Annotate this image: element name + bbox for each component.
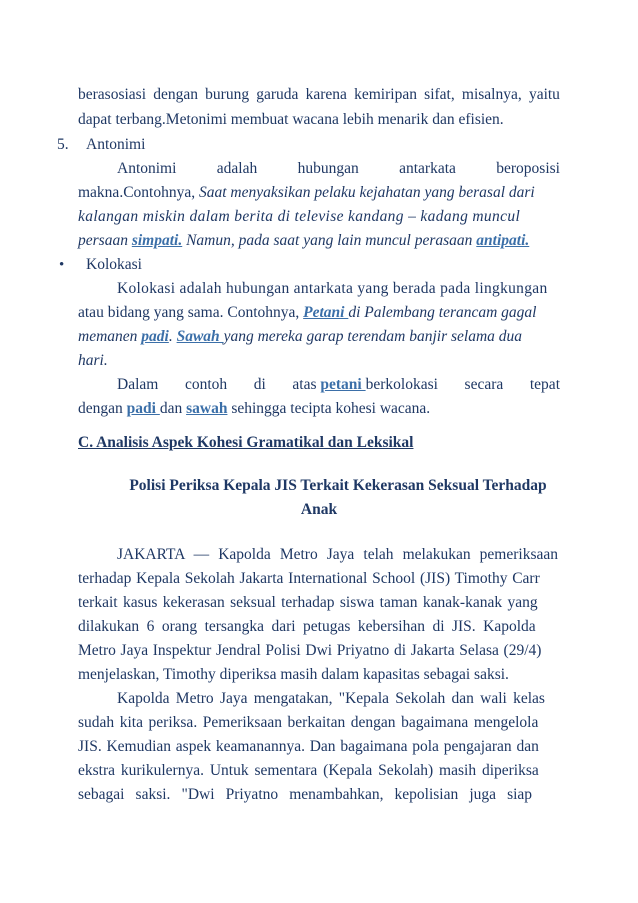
- body-text-line: [78, 399, 560, 419]
- body-text-line: Kolokasi adalah hubungan antarkata yang berada pada lingkungan: [117, 280, 548, 297]
- body-text-line: [78, 303, 560, 323]
- body-text-line: [78, 110, 560, 130]
- highlight-petani: Petani: [303, 304, 349, 321]
- text: sehingga tecipta kohesi wacana.: [227, 400, 431, 417]
- word: adalah: [216, 160, 258, 177]
- body-text-line: terhadap Kepala Sekolah Jakarta International School (JIS) Timothy Carr: [78, 570, 540, 587]
- word: garuda: [256, 86, 299, 103]
- word: dengan: [153, 86, 198, 103]
- highlight-padi: padi: [126, 400, 160, 417]
- word: Dalam: [117, 376, 159, 393]
- body-text-line: [78, 231, 560, 251]
- list-number: 5.: [57, 136, 69, 153]
- body-text-line: dilakukan 6 orang tersangka dari petugas kebersihan di JIS. Kapolda: [78, 618, 536, 635]
- body-text-line: [78, 327, 560, 347]
- text: atau bidang yang sama. Contohnya,: [78, 304, 304, 321]
- subheading-kolokasi: Kolokasi: [86, 256, 142, 273]
- title-line: Polisi Periksa Kepala JIS Terkait Kekerasan Seksual Terhadap: [129, 477, 547, 494]
- highlight-simpati: simpati.: [131, 232, 183, 249]
- word: secara: [464, 376, 504, 393]
- bullet-icon: •: [59, 257, 65, 273]
- word: yaitu: [528, 86, 560, 103]
- body-text-line: sudah kita periksa. Pemeriksaan berkaitan dengan bagaimana mengelola: [78, 714, 539, 731]
- title-line: Anak: [300, 501, 338, 518]
- body-text-line: ekstra kurikulernya. Untuk sementara (Kepala Sekolah) masih diperiksa: [78, 762, 539, 779]
- subheading-antonimi: Antonimi: [86, 136, 146, 153]
- word: beroposisi: [496, 160, 560, 177]
- word: Antonimi: [117, 160, 177, 177]
- word: berkolokasi: [365, 376, 438, 393]
- word: sifat,: [424, 86, 455, 103]
- body-text-line: Metro Jaya Inspektur Jendral Polisi Dwi Priyatno di Jakarta Selasa (29/4): [78, 642, 542, 659]
- text: dengan: [78, 400, 127, 417]
- word: atas: [292, 376, 317, 393]
- text: makna.Contohnya,: [78, 184, 199, 201]
- body-text-line: JIS. Kemudian aspek keamanannya. Dan bagaimana pola pengajaran dan: [78, 738, 539, 755]
- body-text-line: JAKARTA — Kapolda Metro Jaya telah melakukan pemeriksaan: [117, 546, 558, 563]
- body-text-line: [117, 159, 560, 179]
- body-text-line: [117, 375, 560, 395]
- body-text-line: Kapolda Metro Jaya mengatakan, "Kepala Sekolah dan wali kelas: [117, 690, 545, 707]
- body-text-line: [78, 183, 560, 203]
- highlight-antipati: antipati.: [476, 232, 530, 249]
- example-text: Saat menyaksikan pelaku kejahatan yang berasal dari: [198, 184, 535, 201]
- example-text: Namun, pada saat yang lain muncul perasaan: [182, 232, 477, 249]
- highlight-petani: petani: [320, 376, 366, 393]
- example-text: persaan: [78, 232, 132, 249]
- article-title: [78, 474, 560, 522]
- example-text: yang mereka garap terendam banjir selama dua: [223, 328, 523, 345]
- word: berasosiasi: [78, 86, 147, 103]
- example-text: di Palembang terancam gagal: [348, 304, 537, 321]
- word: misalnya,: [461, 86, 522, 103]
- word: antarkata: [399, 160, 456, 177]
- word: tepat: [529, 376, 560, 393]
- word: kemiripan: [354, 86, 417, 103]
- example-text: .: [168, 328, 177, 345]
- word: karena: [305, 86, 347, 103]
- highlight-sawah: sawah: [186, 400, 228, 417]
- word: hubungan: [297, 160, 359, 177]
- word: di: [253, 376, 266, 393]
- body-text-line: kalangan miskin dalam berita di televise kandang – kadang muncul: [78, 208, 521, 225]
- example-text: memanen: [78, 328, 142, 345]
- text: dapat terbang.Metonimi membuat wacana lebih menarik dan efisien.: [78, 111, 504, 128]
- body-text-line: [78, 85, 560, 105]
- body-text-line: menjelaskan, Timothy diperiksa masih dalam kapasitas sebagai saksi.: [78, 666, 509, 683]
- section-heading: C. Analisis Aspek Kohesi Gramatikal dan Leksikal: [78, 434, 414, 451]
- body-text-line: hari.: [78, 352, 108, 369]
- highlight-sawah: Sawah: [176, 328, 224, 345]
- word: burung: [205, 86, 250, 103]
- word: contoh: [184, 376, 228, 393]
- text: dan: [159, 400, 187, 417]
- body-text-line: sebagai saksi. "Dwi Priyatno menambahkan, kepolisian juga siap: [78, 786, 533, 803]
- body-text-line: terkait kasus kekerasan seksual terhadap siswa taman kanak-kanak yang: [78, 594, 538, 611]
- highlight-padi: padi: [141, 328, 169, 345]
